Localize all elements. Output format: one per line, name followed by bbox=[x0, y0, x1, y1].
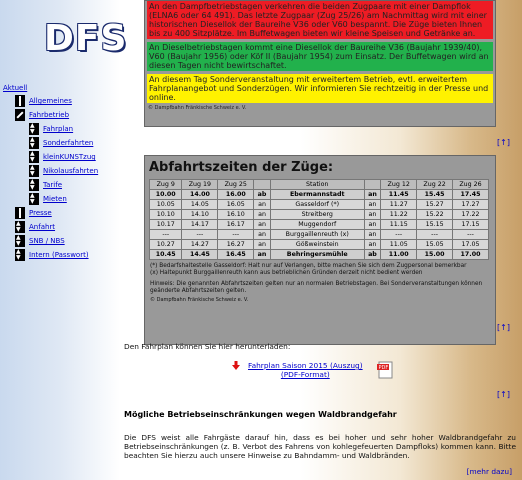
nav-item-presse[interactable] bbox=[3, 206, 98, 220]
table-cell: Streitberg bbox=[270, 210, 364, 220]
table-cell: an bbox=[254, 220, 271, 230]
table-cell: an bbox=[254, 230, 271, 240]
table-cell: 11.15 bbox=[381, 220, 417, 230]
arrows-icon bbox=[29, 193, 39, 205]
special-event-note: An diesem Tag Sonderveranstaltung mit erweitertem Betrieb, evtl. erweitertem Fahrplanangebot und Sonderzügen. Wir informieren Sie rechtzeitig in der Presse und online. bbox=[147, 74, 493, 103]
bar-icon bbox=[15, 95, 25, 107]
operating-days-legend bbox=[144, 0, 496, 127]
table-cell: 14.05 bbox=[182, 200, 218, 210]
table-cell: --- bbox=[150, 230, 182, 240]
table-cell: 16.45 bbox=[218, 250, 254, 260]
table-cell: ab bbox=[364, 250, 381, 260]
table-header-row bbox=[150, 180, 489, 190]
table-cell: an bbox=[364, 200, 381, 210]
table-cell: an bbox=[364, 210, 381, 220]
arrows-icon bbox=[29, 179, 39, 191]
main-navigation bbox=[3, 84, 98, 262]
table-cell: --- bbox=[218, 230, 254, 240]
col-header: Zug 9 bbox=[150, 180, 182, 190]
nav-item-label: Sonderfahrten bbox=[43, 139, 94, 147]
arrows-icon bbox=[29, 151, 39, 163]
back-to-top-link[interactable]: [↑] bbox=[497, 390, 510, 399]
arrows-icon bbox=[29, 123, 39, 135]
table-cell: 15.15 bbox=[417, 220, 453, 230]
table-cell: --- bbox=[182, 230, 218, 240]
table-cell: 10.10 bbox=[150, 210, 182, 220]
nav-item-snb-nbs[interactable] bbox=[3, 234, 98, 248]
table-cell: 15.00 bbox=[417, 250, 453, 260]
table-cell: 11.00 bbox=[381, 250, 417, 260]
bar-icon bbox=[15, 207, 25, 219]
table-cell: 11.27 bbox=[381, 200, 417, 210]
nav-item-mieten[interactable] bbox=[3, 192, 98, 206]
footnote-burggaillenreuth: (x) Haltepunkt Burggaillenreuth kann aus betrieblichen Gründen derzeit nicht bedient werden bbox=[150, 270, 423, 276]
footnote-gasseldorf: (*) Bedarfshaltestelle Gasseldorf: Halt nur auf Verlangen, bitte machen Sie sich dem Zugpersonal bemerkbar bbox=[150, 263, 467, 269]
table-cell: 17.00 bbox=[453, 250, 489, 260]
fire-risk-paragraph: Die DFS weist alle Fahrgäste darauf hin, dass es bei hoher und sehr hoher Waldbrandgefahr zu Betriebseinschränkungen (z. B. Verbot des Fahrens von kohlegefeuerten Dampfloks) kommen kann. Bitte beachten Sie hierzu auch unsere Hinweise zu Bahndamm- und Waldbränden. bbox=[124, 433, 516, 460]
table-cell: 15.22 bbox=[417, 210, 453, 220]
table-cell: an bbox=[364, 220, 381, 230]
table-cell: Muggendorf bbox=[270, 220, 364, 230]
table-cell: 17.05 bbox=[453, 240, 489, 250]
nav-item-intern[interactable] bbox=[3, 248, 98, 262]
nav-item-kleinkunstzug[interactable] bbox=[3, 150, 98, 164]
diagonal-icon bbox=[15, 109, 25, 121]
table-cell: an bbox=[364, 190, 381, 200]
table-cell: an bbox=[254, 210, 271, 220]
table-cell: 10.05 bbox=[150, 200, 182, 210]
table-cell: Behringersmühle bbox=[270, 250, 364, 260]
dfs-logo[interactable]: DFS bbox=[44, 18, 128, 59]
table-cell: 16.27 bbox=[218, 240, 254, 250]
arrow-down-icon bbox=[232, 361, 240, 370]
table-cell: Ebermannstadt bbox=[270, 190, 364, 200]
nav-item-label: Presse bbox=[29, 209, 52, 217]
arrows-icon bbox=[15, 235, 25, 247]
table-cell: 11.05 bbox=[381, 240, 417, 250]
nav-item-anfahrt[interactable] bbox=[3, 220, 98, 234]
table-cell: an bbox=[364, 230, 381, 240]
table-cell: Burggaillenreuth (x) bbox=[270, 230, 364, 240]
nav-item-fahrbetrieb[interactable] bbox=[3, 108, 98, 122]
pdf-link-title: Fahrplan Saison 2015 (Auszug) bbox=[248, 361, 363, 370]
fahrplan-pdf-link[interactable] bbox=[248, 361, 363, 379]
nav-item-label: kleinKUNSTzug bbox=[43, 153, 96, 161]
col-header: Zug 19 bbox=[182, 180, 218, 190]
nav-heading-aktuell[interactable]: Aktuell bbox=[3, 84, 28, 92]
table-cell: Gößweinstein bbox=[270, 240, 364, 250]
table-cell: an bbox=[254, 200, 271, 210]
nav-item-sonderfahrten[interactable] bbox=[3, 136, 98, 150]
table-cell: 16.00 bbox=[218, 190, 254, 200]
nav-item-label: Tarife bbox=[43, 181, 63, 189]
table-cell: 16.10 bbox=[218, 210, 254, 220]
nav-item-fahrplan[interactable] bbox=[3, 122, 98, 136]
table-row bbox=[150, 220, 489, 230]
col-header: Zug 26 bbox=[453, 180, 489, 190]
back-to-top-link[interactable]: [↑] bbox=[497, 323, 510, 332]
table-cell: Gasseldorf (*) bbox=[270, 200, 364, 210]
table-row bbox=[150, 230, 489, 240]
sidebar bbox=[0, 0, 128, 480]
steam-days-note: An den Dampfbetriebstagen verkehren die beiden Zugpaare mit einer Dampflok (ELNA6 oder 64 491). Das letzte Zugpaar (Zug 25/26) am Nachmittag wird mit einer historischen Diesellok der Baureihe V36 oder V60 bespannt. Die Züge bieten Ihnen bis zu 400 Sitzplätze. Im Buffetwagen bieten wir kleine Speisen und Getränke an. bbox=[147, 1, 493, 39]
table-cell: 17.15 bbox=[453, 220, 489, 230]
table-cell: 17.45 bbox=[453, 190, 489, 200]
col-header: Station bbox=[270, 180, 364, 190]
nav-item-label: Allgemeines bbox=[29, 97, 72, 105]
table-row bbox=[150, 250, 489, 260]
pdf-file-icon[interactable] bbox=[377, 361, 395, 379]
table-cell: --- bbox=[417, 230, 453, 240]
table-cell: 11.22 bbox=[381, 210, 417, 220]
table-cell: 17.27 bbox=[453, 200, 489, 210]
diesel-days-note: An Dieselbetriebstagen kommt eine Diesellok der Baureihe V36 (Baujahr 1939/40), V60 (Baujahr 1956) oder Köf II (Baujahr 1954) zum Einsatz. Der Buffetwagen wird an diesen Tagen nicht bewirtschaftet. bbox=[147, 42, 493, 71]
timetable-hint: Hinweis: Die genannten Abfahrtszeiten gelten nur an normalen Betriebstagen. Bei Sonderveranstaltungen können geänderte Abfahrtszeiten gelten. bbox=[150, 281, 483, 294]
col-header: Zug 25 bbox=[218, 180, 254, 190]
table-cell: 14.00 bbox=[182, 190, 218, 200]
nav-item-label: Intern (Passwort) bbox=[29, 251, 89, 259]
nav-item-label: Nikolausfahrten bbox=[43, 167, 99, 175]
table-cell: 16.17 bbox=[218, 220, 254, 230]
timetable-footnotes bbox=[150, 263, 490, 304]
table-cell: 15.45 bbox=[417, 190, 453, 200]
arrows-icon bbox=[15, 221, 25, 233]
timetable-table bbox=[149, 179, 489, 260]
table-row bbox=[150, 200, 489, 210]
table-cell: 10.00 bbox=[150, 190, 182, 200]
nav-item-label: Mieten bbox=[43, 195, 67, 203]
table-cell: 15.05 bbox=[417, 240, 453, 250]
table-cell: 14.27 bbox=[182, 240, 218, 250]
copyright-note: © Dampfbahn Fränkische Schweiz e. V. bbox=[148, 105, 247, 111]
pdf-icon-label: PDF bbox=[378, 365, 388, 371]
table-cell: --- bbox=[453, 230, 489, 240]
fire-risk-heading: Mögliche Betriebseinschränkungen wegen Waldbrandgefahr bbox=[124, 410, 397, 419]
nav-item-label: Fahrplan bbox=[43, 125, 74, 133]
table-row bbox=[150, 240, 489, 250]
arrows-icon bbox=[29, 137, 39, 149]
table-row bbox=[150, 190, 489, 200]
table-cell: 17.22 bbox=[453, 210, 489, 220]
table-row bbox=[150, 210, 489, 220]
table-cell: an bbox=[254, 240, 271, 250]
arrows-icon bbox=[15, 249, 25, 261]
table-cell: --- bbox=[381, 230, 417, 240]
table-cell: 15.27 bbox=[417, 200, 453, 210]
arrows-icon bbox=[29, 165, 39, 177]
timetable-box bbox=[144, 155, 496, 345]
table-cell: 10.45 bbox=[150, 250, 182, 260]
back-to-top-link[interactable]: [↑] bbox=[497, 138, 510, 147]
table-cell: 16.05 bbox=[218, 200, 254, 210]
nav-item-label: SNB / NBS bbox=[29, 237, 65, 245]
copyright-note: © Dampfbahn Fränkische Schweiz e. V. bbox=[150, 297, 249, 303]
table-cell: 14.10 bbox=[182, 210, 218, 220]
nav-item-nikolausfahrten[interactable] bbox=[3, 164, 98, 178]
nav-item-allgemeines[interactable] bbox=[3, 94, 98, 108]
table-cell: an bbox=[254, 250, 271, 260]
nav-item-tarife[interactable] bbox=[3, 178, 98, 192]
table-cell: 14.45 bbox=[182, 250, 218, 260]
table-cell: 14.17 bbox=[182, 220, 218, 230]
main-content bbox=[122, 0, 522, 480]
nav-item-label: Fahrbetrieb bbox=[29, 111, 70, 119]
table-cell: an bbox=[364, 240, 381, 250]
nav-item-label: Anfahrt bbox=[29, 223, 56, 231]
download-intro: Den Fahrplan können Sie hier herunterladen: bbox=[124, 342, 291, 351]
download-line bbox=[232, 361, 395, 379]
table-cell: 10.27 bbox=[150, 240, 182, 250]
col-header bbox=[364, 180, 381, 190]
table-cell: ab bbox=[254, 190, 271, 200]
more-link[interactable]: [mehr dazu] bbox=[466, 467, 512, 476]
timetable-title: Abfahrtszeiten der Züge: bbox=[149, 160, 334, 175]
col-header bbox=[254, 180, 271, 190]
pdf-link-format: (PDF-Format) bbox=[280, 370, 330, 379]
table-cell: 10.17 bbox=[150, 220, 182, 230]
col-header: Zug 12 bbox=[381, 180, 417, 190]
table-cell: 11.45 bbox=[381, 190, 417, 200]
col-header: Zug 22 bbox=[417, 180, 453, 190]
